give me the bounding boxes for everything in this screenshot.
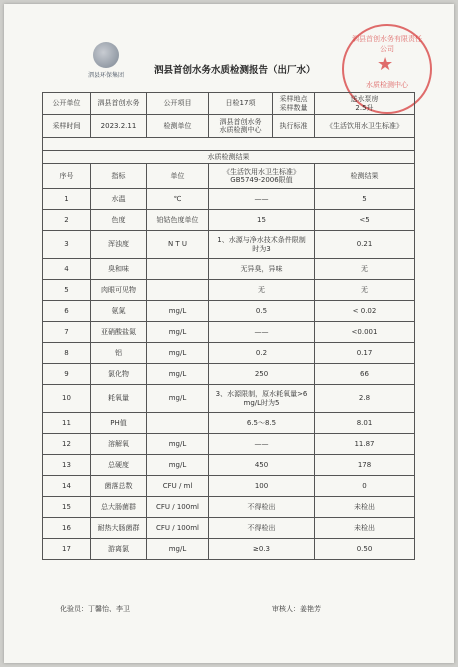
table-cell: mg/L — [147, 322, 209, 343]
spacer-row — [43, 138, 415, 151]
meta-cell — [209, 115, 315, 138]
table-cell: mg/L — [147, 455, 209, 476]
table-cell: 3 — [43, 231, 91, 259]
meta-value: 泗县首创水务 水质检测中心 — [209, 115, 273, 137]
table-cell: 铂钴色度单位 — [147, 210, 209, 231]
table-cell: 15 — [209, 210, 315, 231]
table-row — [43, 280, 415, 301]
table-cell: 0.5 — [209, 301, 315, 322]
table-cell: —— — [209, 189, 315, 210]
meta-label: 采样时间 — [43, 115, 91, 138]
table-cell: 无异臭，异味 — [209, 259, 315, 280]
table-row — [43, 301, 415, 322]
meta-row — [43, 93, 415, 115]
table-row — [43, 413, 415, 434]
table-cell: ℃ — [147, 189, 209, 210]
table-row — [43, 322, 415, 343]
table-cell: PH值 — [91, 413, 147, 434]
table-cell: CFU / 100ml — [147, 518, 209, 539]
table-row — [43, 231, 415, 259]
section-title: 水质检测结果 — [43, 151, 415, 164]
table-cell: mg/L — [147, 364, 209, 385]
report-table — [42, 92, 415, 560]
table-cell: 0.50 — [315, 539, 415, 560]
meta-cell — [209, 93, 315, 115]
table-cell: CFU / 100ml — [147, 497, 209, 518]
table-cell: 肉眼可见物 — [91, 280, 147, 301]
table-cell: 250 — [209, 364, 315, 385]
table-cell: 铝 — [91, 343, 147, 364]
table-cell: 0.2 — [209, 343, 315, 364]
table-row — [43, 210, 415, 231]
table-cell: N T U — [147, 231, 209, 259]
table-cell: <0.001 — [315, 322, 415, 343]
table-cell: mg/L — [147, 343, 209, 364]
table-row — [43, 364, 415, 385]
table-cell: 16 — [43, 518, 91, 539]
table-cell: 6 — [43, 301, 91, 322]
column-header: 《生活饮用水卫生标准》 GB5749-2006限值 — [209, 164, 315, 189]
table-cell: 13 — [43, 455, 91, 476]
table-row — [43, 518, 415, 539]
column-header: 指标 — [91, 164, 147, 189]
table-cell: —— — [209, 322, 315, 343]
table-cell: 耐热大肠菌群 — [91, 518, 147, 539]
table-cell: 2.8 — [315, 385, 415, 413]
table-cell: 5 — [43, 280, 91, 301]
table-cell: 0 — [315, 476, 415, 497]
table-cell: 溶解氧 — [91, 434, 147, 455]
table-cell: 15 — [43, 497, 91, 518]
column-header-row — [43, 164, 415, 189]
table-cell: 178 — [315, 455, 415, 476]
spacer-cell — [43, 138, 415, 151]
meta-label: 公开项目 — [147, 93, 209, 115]
table-cell: mg/L — [147, 301, 209, 322]
table-cell: 12 — [43, 434, 91, 455]
table-cell: 5 — [315, 189, 415, 210]
table-cell: —— — [209, 434, 315, 455]
table-row — [43, 259, 415, 280]
table-cell: 未检出 — [315, 518, 415, 539]
seal-text: 泗县首创水务有限责任公司 — [352, 35, 422, 53]
table-cell: 4 — [43, 259, 91, 280]
meta-value: 2023.2.11 — [91, 115, 147, 138]
table-row — [43, 434, 415, 455]
table-cell: mg/L — [147, 434, 209, 455]
table-cell: 14 — [43, 476, 91, 497]
table-cell: 17 — [43, 539, 91, 560]
table-cell: 450 — [209, 455, 315, 476]
table-cell: 氨氮 — [91, 301, 147, 322]
table-cell: 7 — [43, 322, 91, 343]
table-cell: 游离氯 — [91, 539, 147, 560]
table-cell — [147, 413, 209, 434]
table-cell: 8.01 — [315, 413, 415, 434]
meta-label: 采样地点 采样数量 — [279, 95, 308, 112]
reviewer-signature-line: 审核人：姜艳芳 — [272, 605, 321, 613]
table-cell: 浑浊度 — [91, 231, 147, 259]
table-cell: 0.17 — [315, 343, 415, 364]
meta-value: 泗县首创水务 — [91, 93, 147, 115]
meta-label: 公开单位 — [43, 93, 91, 115]
table-cell: 1 — [43, 189, 91, 210]
table-cell: < 0.02 — [315, 301, 415, 322]
table-row — [43, 189, 415, 210]
meta-value: 日检17项 — [209, 93, 273, 114]
table-cell: 耗氧量 — [91, 385, 147, 413]
table-cell: 未检出 — [315, 497, 415, 518]
company-logo — [84, 42, 128, 79]
table-cell: 臭和味 — [91, 259, 147, 280]
tester-signature-line: 化验员：丁馨怡、李卫 — [60, 605, 130, 613]
seal-star-icon: ★ — [377, 54, 394, 75]
table-cell: 66 — [315, 364, 415, 385]
table-cell: 无 — [315, 259, 415, 280]
table-cell: 100 — [209, 476, 315, 497]
meta-label: 执行标准 — [279, 121, 308, 130]
table-cell: 6.5～8.5 — [209, 413, 315, 434]
table-cell: CFU / ml — [147, 476, 209, 497]
table-cell: 1、水源与净水技术条件限制 时为3 — [209, 231, 315, 259]
table-cell: 菌落总数 — [91, 476, 147, 497]
table-cell: 9 — [43, 364, 91, 385]
meta-value: 送水泵房 2.5升 — [315, 93, 415, 115]
company-name: 泗县环保集团 — [87, 72, 124, 79]
table-row — [43, 455, 415, 476]
table-cell: 10 — [43, 385, 91, 413]
table-cell: 11.87 — [315, 434, 415, 455]
table-cell: 不得检出 — [209, 518, 315, 539]
table-cell — [147, 280, 209, 301]
table-cell: 11 — [43, 413, 91, 434]
table-cell: 无 — [209, 280, 315, 301]
table-cell: 0.21 — [315, 231, 415, 259]
table-row — [43, 476, 415, 497]
table-cell: 水温 — [91, 189, 147, 210]
meta-label: 检测单位 — [147, 115, 209, 138]
meta-value: 《生活饮用水卫生标准》 — [315, 115, 415, 138]
table-row — [43, 385, 415, 413]
table-cell: 总大肠菌群 — [91, 497, 147, 518]
table-cell: 3、水源限制，原水耗氧量>6 mg/L时为5 — [209, 385, 315, 413]
meta-row — [43, 115, 415, 138]
table-cell: 无 — [315, 280, 415, 301]
table-row — [43, 497, 415, 518]
table-cell: 亚硝酸盐氮 — [91, 322, 147, 343]
table-cell: ≥0.3 — [209, 539, 315, 560]
table-cell: mg/L — [147, 539, 209, 560]
table-cell: 8 — [43, 343, 91, 364]
logo-icon — [93, 42, 119, 68]
table-row — [43, 343, 415, 364]
table-cell: mg/L — [147, 385, 209, 413]
report-title: 泗县首创水务水质检测报告（出厂水） — [154, 65, 316, 76]
table-cell: 氯化物 — [91, 364, 147, 385]
table-cell: 色度 — [91, 210, 147, 231]
seal-center-text: 水质检测中心 — [366, 81, 408, 89]
section-row — [43, 151, 415, 164]
table-cell: <5 — [315, 210, 415, 231]
table-cell — [147, 259, 209, 280]
column-header: 单位 — [147, 164, 209, 189]
table-cell: 2 — [43, 210, 91, 231]
table-row — [43, 539, 415, 560]
column-header: 序号 — [43, 164, 91, 189]
table-cell: 不得检出 — [209, 497, 315, 518]
column-header: 检测结果 — [315, 164, 415, 189]
table-cell: 总硬度 — [91, 455, 147, 476]
